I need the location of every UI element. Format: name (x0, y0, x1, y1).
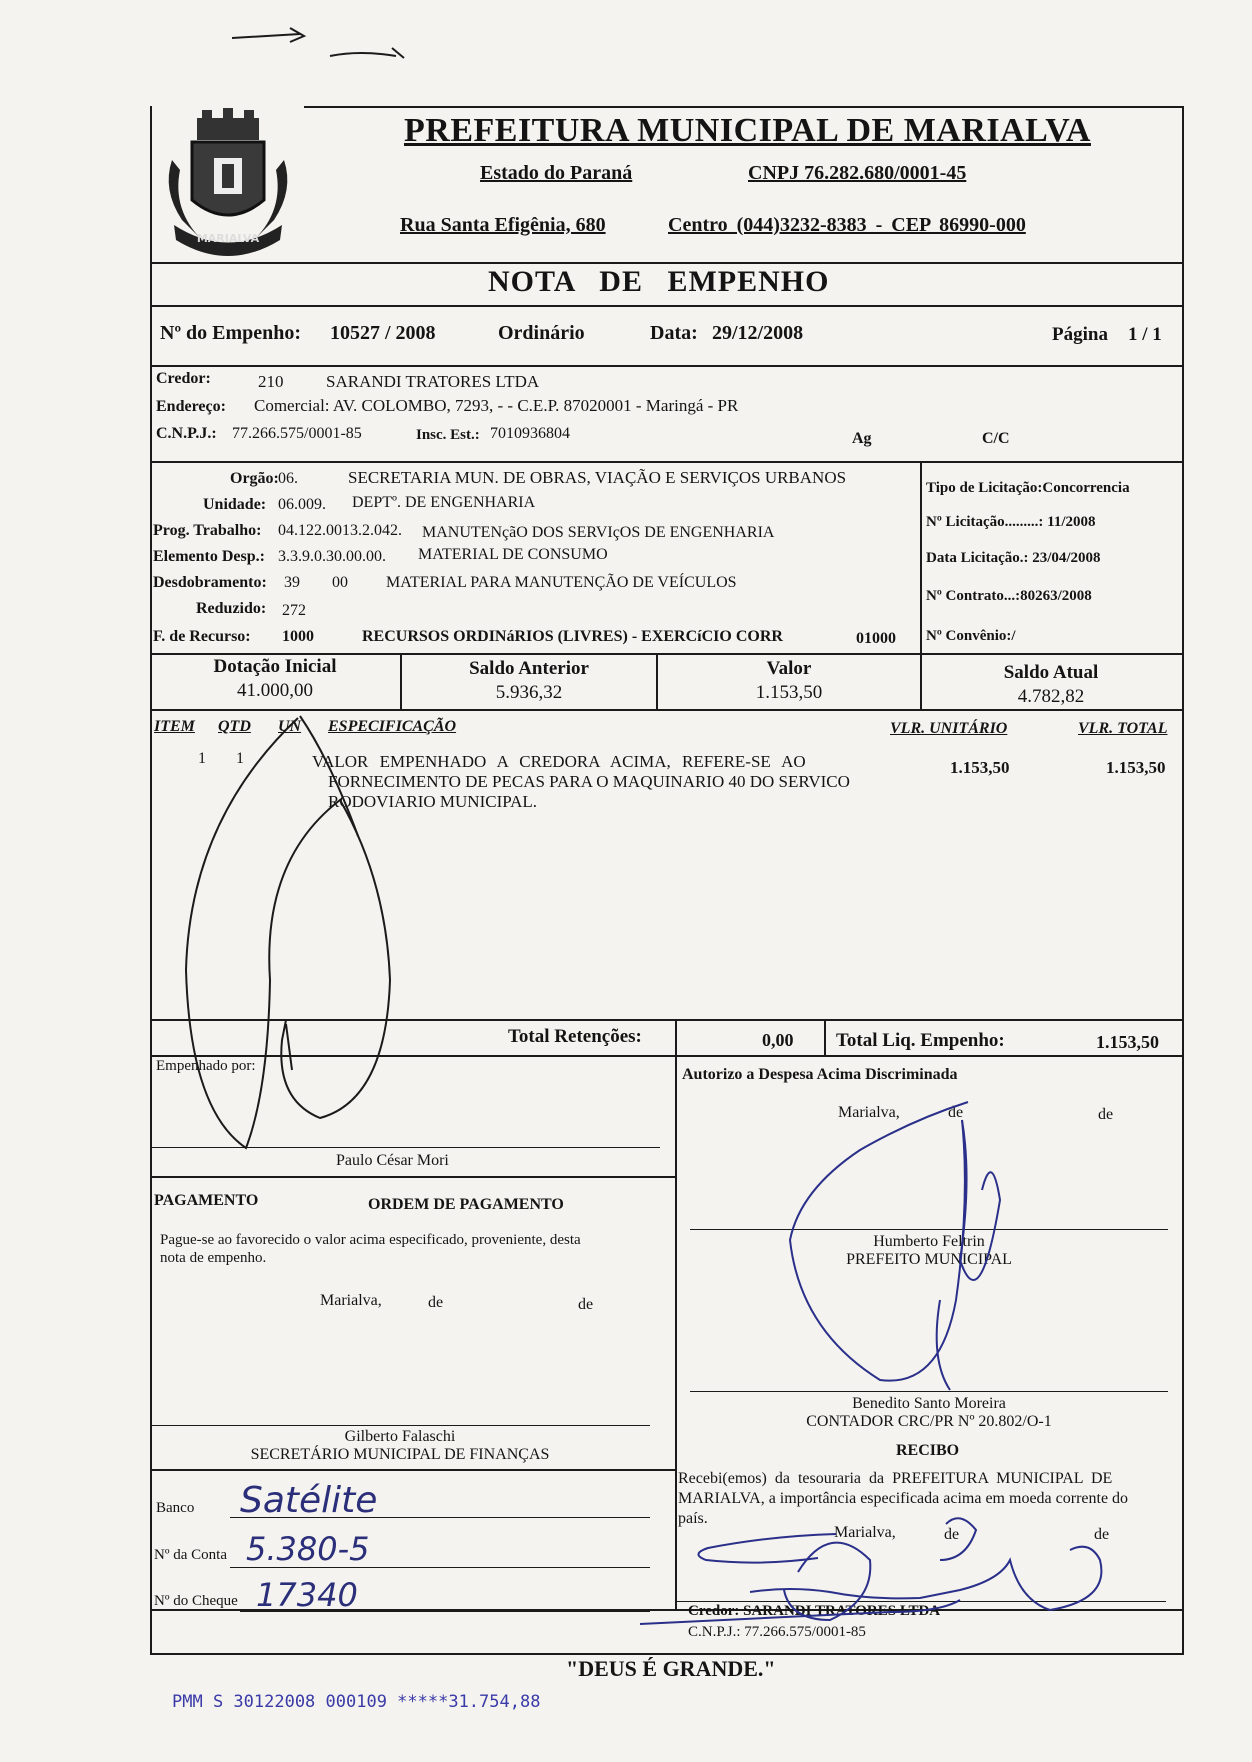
rule (150, 1176, 675, 1178)
page-label: Página (1052, 324, 1108, 345)
cheque-label: Nº do Cheque (154, 1593, 238, 1609)
liq-label: Total Liq. Empenho: (836, 1030, 1005, 1051)
header-state: Estado do Paraná (480, 162, 633, 184)
header-street: Rua Santa Efigênia, 680 (400, 214, 606, 236)
header-contact: Centro (044)3232-8383 - CEP 86990-000 (668, 214, 1026, 236)
col-total: VLR. TOTAL (1078, 720, 1168, 737)
valor-value: 1.153,50 (755, 682, 823, 703)
autorizo-marialva: Marialva, (838, 1104, 900, 1121)
endereco-value: Comercial: AV. COLOMBO, 7293, - - C.E.P. 87020001 - Maringá - PR (254, 396, 739, 415)
pagamento-de1: de (428, 1294, 444, 1311)
conta-value: 5.380-5 (246, 1530, 370, 1568)
rec-desc: RECURSOS ORDINáRIOS (LIVRES) - EXERCíCIO CORR (362, 628, 783, 645)
signature-line (150, 1147, 660, 1148)
orgao-label: Orgão: (230, 470, 279, 487)
lic-num: Nº Licitação.........: 11/2008 (926, 514, 1096, 530)
unidade-desc: DEPTº. DE ENGENHARIA (352, 494, 536, 511)
cnpj-value: 77.266.575/0001-85 (232, 425, 362, 442)
col-espec: ESPECIFICAÇÃO (328, 718, 457, 735)
rule (150, 1055, 1182, 1057)
reduz-value: 272 (282, 602, 306, 619)
signature-line (676, 1601, 1166, 1602)
rule (150, 305, 1182, 307)
rec-code: 1000 (282, 628, 314, 645)
rule (150, 262, 1182, 264)
recibo-de1: de (944, 1526, 960, 1543)
dotacao-value: 41.000,00 (237, 680, 313, 701)
prog-label: Prog. Trabalho: (153, 522, 262, 539)
rule (150, 1019, 1182, 1021)
dotacao-label: Dotação Inicial (213, 656, 337, 677)
rec-code2: 01000 (856, 630, 896, 647)
unidade-code: 06.009. (278, 496, 326, 513)
col-item: ITEM (154, 718, 195, 735)
signature-line (690, 1391, 1168, 1392)
ordem-label: ORDEM DE PAGAMENTO (368, 1196, 564, 1213)
banco-label: Banco (156, 1500, 195, 1516)
elem-desc: MATERIAL DE CONSUMO (418, 546, 608, 563)
page-value: 1 / 1 (1128, 324, 1162, 345)
empenho-date-label: Data: (650, 322, 698, 344)
lic-tipo: Tipo de Licitação:Concorrencia (926, 480, 1130, 496)
col-qtd: QTD (218, 718, 251, 735)
autorizo-de2: de (1098, 1106, 1114, 1123)
pagamento-de2: de (578, 1296, 594, 1313)
rec-label: F. de Recurso: (153, 628, 251, 645)
elem-label: Elemento Desp.: (153, 548, 265, 565)
header-cnpj: CNPJ 76.282.680/0001-45 (748, 162, 967, 184)
valor-label: Valor (766, 658, 812, 679)
rule (150, 365, 1182, 367)
liq-value: 1.153,50 (1096, 1032, 1159, 1052)
conta-label: Nº da Conta (154, 1547, 227, 1563)
anterior-label: Saldo Anterior (469, 658, 589, 679)
autorizo-text: Autorizo a Despesa Acima Discriminada (682, 1066, 958, 1083)
lic-contrato: Nº Contrato...:80263/2008 (926, 588, 1092, 604)
atual-value: 4.782,82 (1017, 686, 1085, 707)
pagamento-text-1: Pague-se ao favorecido o valor acima especificado, proveniente, desta (160, 1232, 581, 1248)
contador-name: Benedito Santo Moreira (852, 1395, 1006, 1412)
cc-label: C/C (982, 430, 1010, 447)
unidade-label: Unidade: (203, 496, 267, 513)
anterior-value: 5.936,32 (495, 682, 563, 703)
header-title: PREFEITURA MUNICIPAL DE MARIALVA (404, 112, 1091, 149)
autorizo-de1: de (948, 1104, 964, 1121)
cnpj-label: C.N.P.J.: (156, 425, 217, 442)
rule (150, 1469, 675, 1471)
prog-desc: MANUTENçãO DOS SERVIçOS DE ENGENHARIA (422, 524, 775, 541)
signature-line (690, 1229, 1168, 1230)
recibo-credor: Credor: SARANDI TRATORES LTDA (688, 1603, 941, 1619)
atual-label: Saldo Atual (1003, 662, 1099, 683)
rule-v (824, 1019, 826, 1055)
credor-label: Credor: (156, 370, 211, 387)
row-desc-3: RODOVIARIO MUNICIPAL. (328, 792, 538, 811)
ag-label: Ag (852, 430, 872, 447)
recibo-marialva: Marialva, (834, 1524, 896, 1541)
recibo-cnpj: C.N.P.J.: 77.266.575/0001-85 (688, 1624, 866, 1640)
endereco-label: Endereço: (156, 398, 226, 415)
row-total: 1.153,50 (1106, 758, 1166, 777)
banco-value: Satélite (240, 1480, 378, 1521)
col-un: UN (278, 718, 302, 735)
recibo-text-2: MARIALVA, a importância especificada acima em moeda corrente do (678, 1490, 1129, 1507)
reduz-label: Reduzido: (196, 600, 267, 617)
desd-code2: 00 (332, 574, 348, 591)
desd-desc: MATERIAL PARA MANUTENÇÃO DE VEÍCULOS (386, 574, 737, 591)
recibo-de2: de (1094, 1526, 1110, 1543)
pagamento-marialva: Marialva, (320, 1292, 382, 1309)
empenho-num-label: Nº do Empenho: (160, 322, 302, 344)
rule-v (675, 1019, 677, 1611)
stamp-text: PMM S 30122008 000109 *****31.754,88 (172, 1692, 541, 1712)
empenhado-name: Paulo César Mori (336, 1152, 449, 1169)
footer-motto: "DEUS É GRANDE." (566, 1656, 776, 1681)
col-unit: VLR. UNITÁRIO (890, 720, 1008, 737)
pagamento-label: PAGAMENTO (154, 1192, 259, 1209)
contador-title: CONTADOR CRC/PR Nº 20.802/O-1 (806, 1413, 1052, 1430)
row-qtd: 1 (236, 750, 244, 767)
rule (150, 653, 1182, 655)
insc-value: 7010936804 (490, 425, 570, 442)
empenhado-label: Empenhado por: (156, 1058, 256, 1074)
recibo-text-1: Recebi(emos) da tesouraria da PREFEITURA MUNICIPAL DE (678, 1470, 1113, 1487)
row-unit: 1.153,50 (950, 758, 1010, 777)
insc-label: Insc. Est.: (416, 427, 480, 443)
orgao-desc: SECRETARIA MUN. DE OBRAS, VIAÇÃO E SERVIÇOS URBANOS (348, 468, 847, 487)
row-desc-2: FORNECIMENTO DE PECAS PARA O MAQUINARIO 40 DO SERVICO (328, 772, 850, 791)
coat-of-arms-icon (152, 100, 304, 258)
pagamento-text-2: nota de empenho. (160, 1250, 267, 1266)
ret-value: 0,00 (762, 1030, 794, 1050)
recibo-text-3: país. (678, 1510, 708, 1527)
ret-label: Total Retenções: (508, 1026, 642, 1047)
row-item: 1 (198, 750, 206, 767)
empenho-type: Ordinário (498, 322, 585, 344)
cheque-value: 17340 (256, 1576, 358, 1614)
signature-line (150, 1425, 650, 1426)
empenho-num-value: 10527 / 2008 (330, 322, 436, 344)
secretario-name: Gilberto Falaschi (344, 1428, 456, 1445)
credor-name: SARANDI TRATORES LTDA (326, 372, 540, 391)
elem-code: 3.3.9.0.30.00.00. (278, 548, 386, 565)
lic-convenio: Nº Convênio:/ (926, 628, 1016, 644)
svg-text:MARIALVA: MARIALVA (196, 232, 260, 245)
desd-label: Desdobramento: (153, 574, 267, 591)
row-desc-1: VALOR EMPENHADO A CREDORA ACIMA, REFERE-SE AO (312, 752, 806, 771)
orgao-code: 06. (278, 470, 298, 487)
lic-data: Data Licitação.: 23/04/2008 (926, 550, 1101, 566)
prefeito-title: PREFEITO MUNICIPAL (846, 1251, 1012, 1268)
doc-title: NOTA DE EMPENHO (488, 265, 830, 298)
rule (150, 461, 1182, 463)
desd-code1: 39 (284, 574, 300, 591)
recibo-label: RECIBO (896, 1442, 960, 1459)
credor-code: 210 (258, 372, 284, 391)
prefeito-name: Humberto Feltrin (873, 1233, 985, 1250)
empenho-date-value: 29/12/2008 (712, 322, 804, 344)
prog-code: 04.122.0013.2.042. (278, 522, 402, 539)
secretario-title: SECRETÁRIO MUNICIPAL DE FINANÇAS (250, 1446, 550, 1463)
rule (150, 709, 1182, 711)
